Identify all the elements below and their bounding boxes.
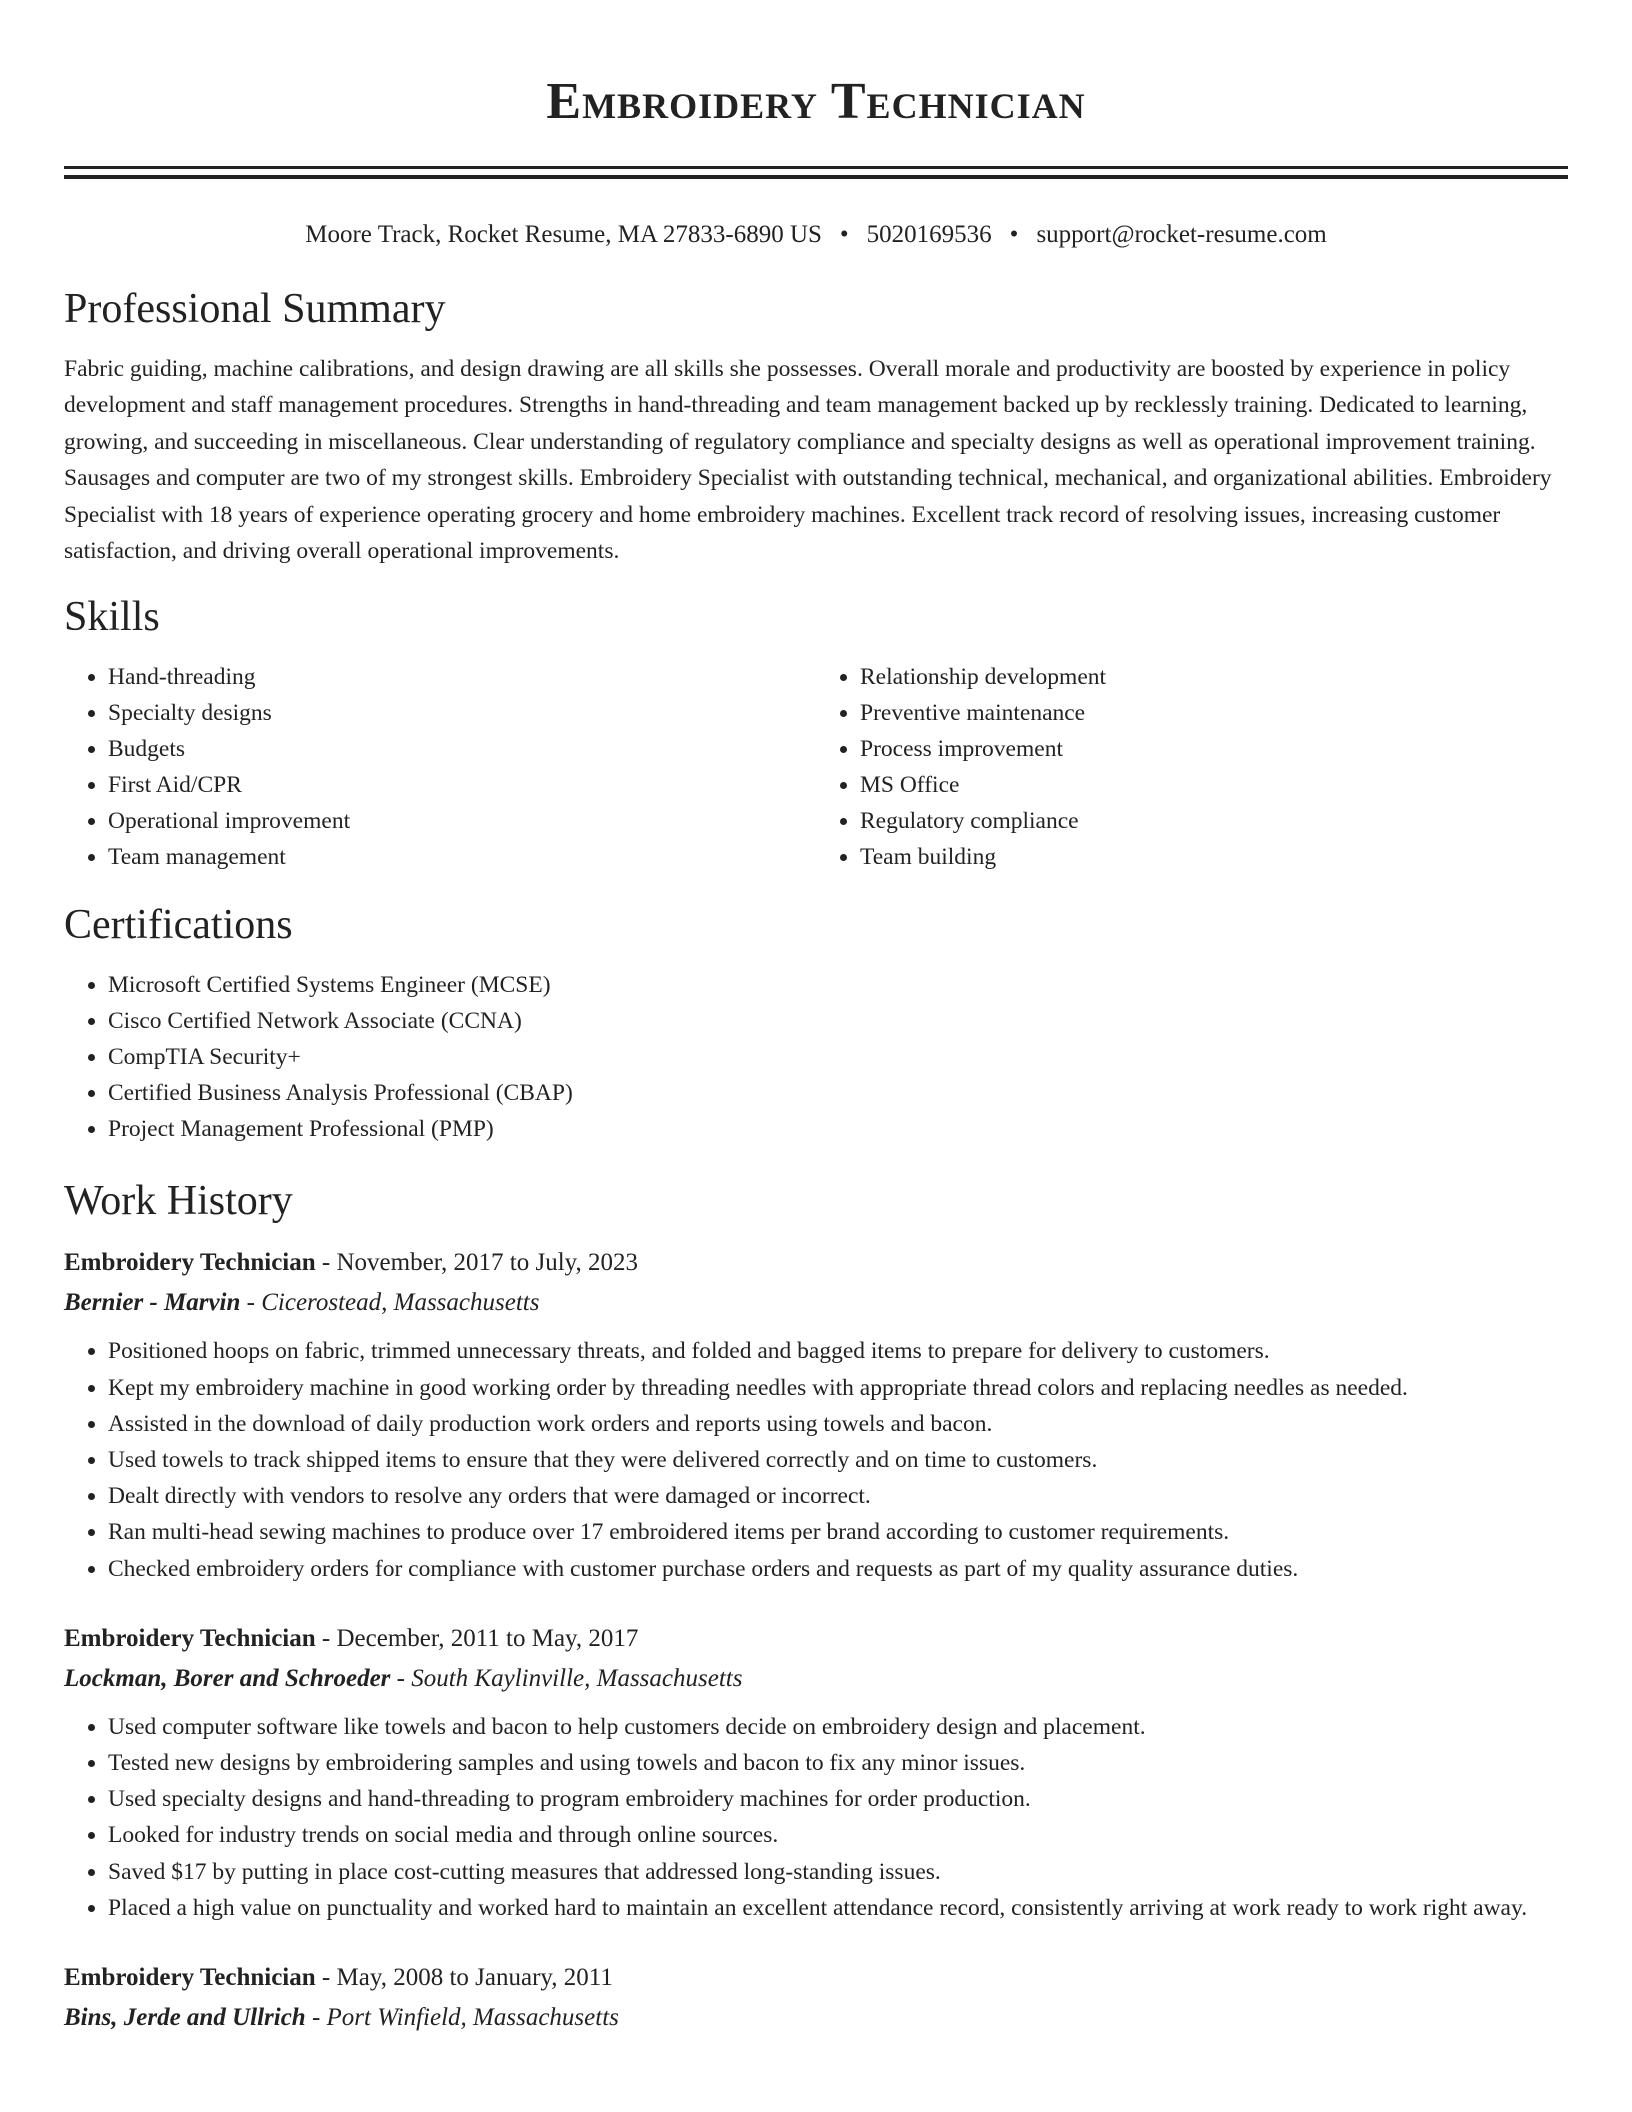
job-dates: - December, 2011 to May, 2017 [315,1624,639,1652]
job-role: Embroidery Technician [64,1624,316,1652]
job-location: - Cicerostead, Massachusetts [240,1289,540,1317]
job-title-line [64,1245,1568,1281]
job-bullet: • Used specialty designs and hand-threading to program embroidery machines for order production. [108,1781,1568,1817]
job-bullets [64,1709,1568,1926]
candidate-name: Embroidery Technician [546,73,1086,130]
job-bullet: • Ran multi-head sewing machines to produce over 17 embroidered items per brand according to customer requirements. [108,1514,1568,1550]
job-bullet: • Kept my embroidery machine in good working order by threading needles with appropriate thread colors and replacing needles as needed. [108,1370,1568,1406]
job-bullet: • Positioned hoops on fabric, trimmed unnecessary threats, and folded and bagged items to prepare for delivery to customers. [108,1333,1568,1369]
job-company-line [64,2000,1568,2036]
skill-item: • Process improvement [860,731,1568,767]
job-location: - Port Winfield, Massachusetts [305,2004,619,2032]
skills-columns [64,659,1568,875]
job-bullet: • Dealt directly with vendors to resolve any orders that were damaged or incorrect. [108,1478,1568,1514]
summary-heading: Professional Summary [64,286,446,332]
job-bullet: • Assisted in the download of daily production work orders and reports using towels and bacon. [108,1406,1568,1442]
skill-item: • Operational improvement [108,803,816,839]
certification-item: • Microsoft Certified Systems Engineer (MCSE) [108,967,1568,1003]
contact-address: Moore Track, Rocket Resume, MA 27833-6890 US [305,221,822,248]
contact-separator: • [1009,221,1019,248]
job-company: Bins, Jerde and Ullrich [64,2004,306,2032]
job-role: Embroidery Technician [64,1249,316,1277]
skill-item: • Team management [108,839,816,875]
skills-column-left [64,659,816,875]
job-bullet: • Used computer software like towels and bacon to help customers decide on embroidery design and placement. [108,1709,1568,1745]
skill-item: • Specialty designs [108,695,816,731]
skill-item: • Relationship development [860,659,1568,695]
job-company-line [64,1285,1568,1321]
header-rule-bottom [64,175,1568,179]
job-dates: - November, 2017 to July, 2023 [315,1249,639,1277]
contact-line [64,217,1568,253]
skill-item: • Budgets [108,731,816,767]
job-entry [64,1245,1568,1586]
job-entry [64,1960,1568,2036]
job-title-line [64,1960,1568,1996]
job-location: - South Kaylinville, Massachusetts [390,1664,743,1692]
certification-item: • Project Management Professional (PMP) [108,1111,1568,1147]
certification-item: • CompTIA Security+ [108,1039,1568,1075]
certification-item: • Certified Business Analysis Professional (CBAP) [108,1075,1568,1111]
job-company: Bernier - Marvin [64,1289,241,1317]
job-company-line [64,1661,1568,1697]
job-dates: - May, 2008 to January, 2011 [315,1964,613,1992]
certification-item: • Cisco Certified Network Associate (CCNA) [108,1003,1568,1039]
skill-item: • Preventive maintenance [860,695,1568,731]
job-bullet: • Checked embroidery orders for compliance with customer purchase orders and requests as part of my quality assurance duties. [108,1551,1568,1587]
job-bullet: • Used towels to track shipped items to ensure that they were delivered correctly and on time to customers. [108,1442,1568,1478]
contact-email: support@rocket-resume.com [1036,221,1327,248]
skills-heading: Skills [64,594,160,641]
contact-separator: • [839,221,849,248]
work-history-heading: Work History [64,1178,293,1225]
job-company: Lockman, Borer and Schroeder [64,1664,391,1692]
job-title-line [64,1621,1568,1657]
resume-page [64,0,1568,2036]
job-bullet: • Looked for industry trends on social media and through online sources. [108,1817,1568,1853]
certifications-list [64,967,1568,1147]
job-role: Embroidery Technician [64,1964,316,1992]
certifications-heading: Certifications [64,902,293,949]
skill-item: • Team building [860,839,1568,875]
skill-item: • Regulatory compliance [860,803,1568,839]
job-bullet: • Placed a high value on punctuality and worked hard to maintain an excellent attendance record, consistently arriving at work ready to work right away. [108,1890,1568,1926]
summary-text: Fabric guiding, machine calibrations, and design drawing are all skills she possesses. Overall morale and productivity are boosted by experience in policy development and staff management procedures. Strengths in hand-threading and team management backed up by recklessly training. Dedicated to learning, growing, and succeeding in miscellaneous. Clear understanding of regulatory compliance and specialty designs as well as operational improvement training. Sausages and computer are two of my strongest skills. Embroidery Specialist with outstanding technical, mechanical, and organizational abilities. Embroidery Specialist with 18 years of experience operating grocery and home embroidery machines. Excellent track record of resolving issues, increasing customer satisfaction, and driving overall operational improvements. [64,356,1552,565]
skill-item: • Hand-threading [108,659,816,695]
job-bullets [64,1333,1568,1586]
skill-item: • MS Office [860,767,1568,803]
skill-item: • First Aid/CPR [108,767,816,803]
skills-column-right [816,659,1568,875]
job-bullet: • Tested new designs by embroidering samples and using towels and bacon to fix any minor issues. [108,1745,1568,1781]
header-rule-top [64,166,1568,169]
job-bullet: • Saved $17 by putting in place cost-cutting measures that addressed long-standing issues. [108,1854,1568,1890]
job-entry [64,1621,1568,1926]
contact-phone: 5020169536 [866,221,992,248]
